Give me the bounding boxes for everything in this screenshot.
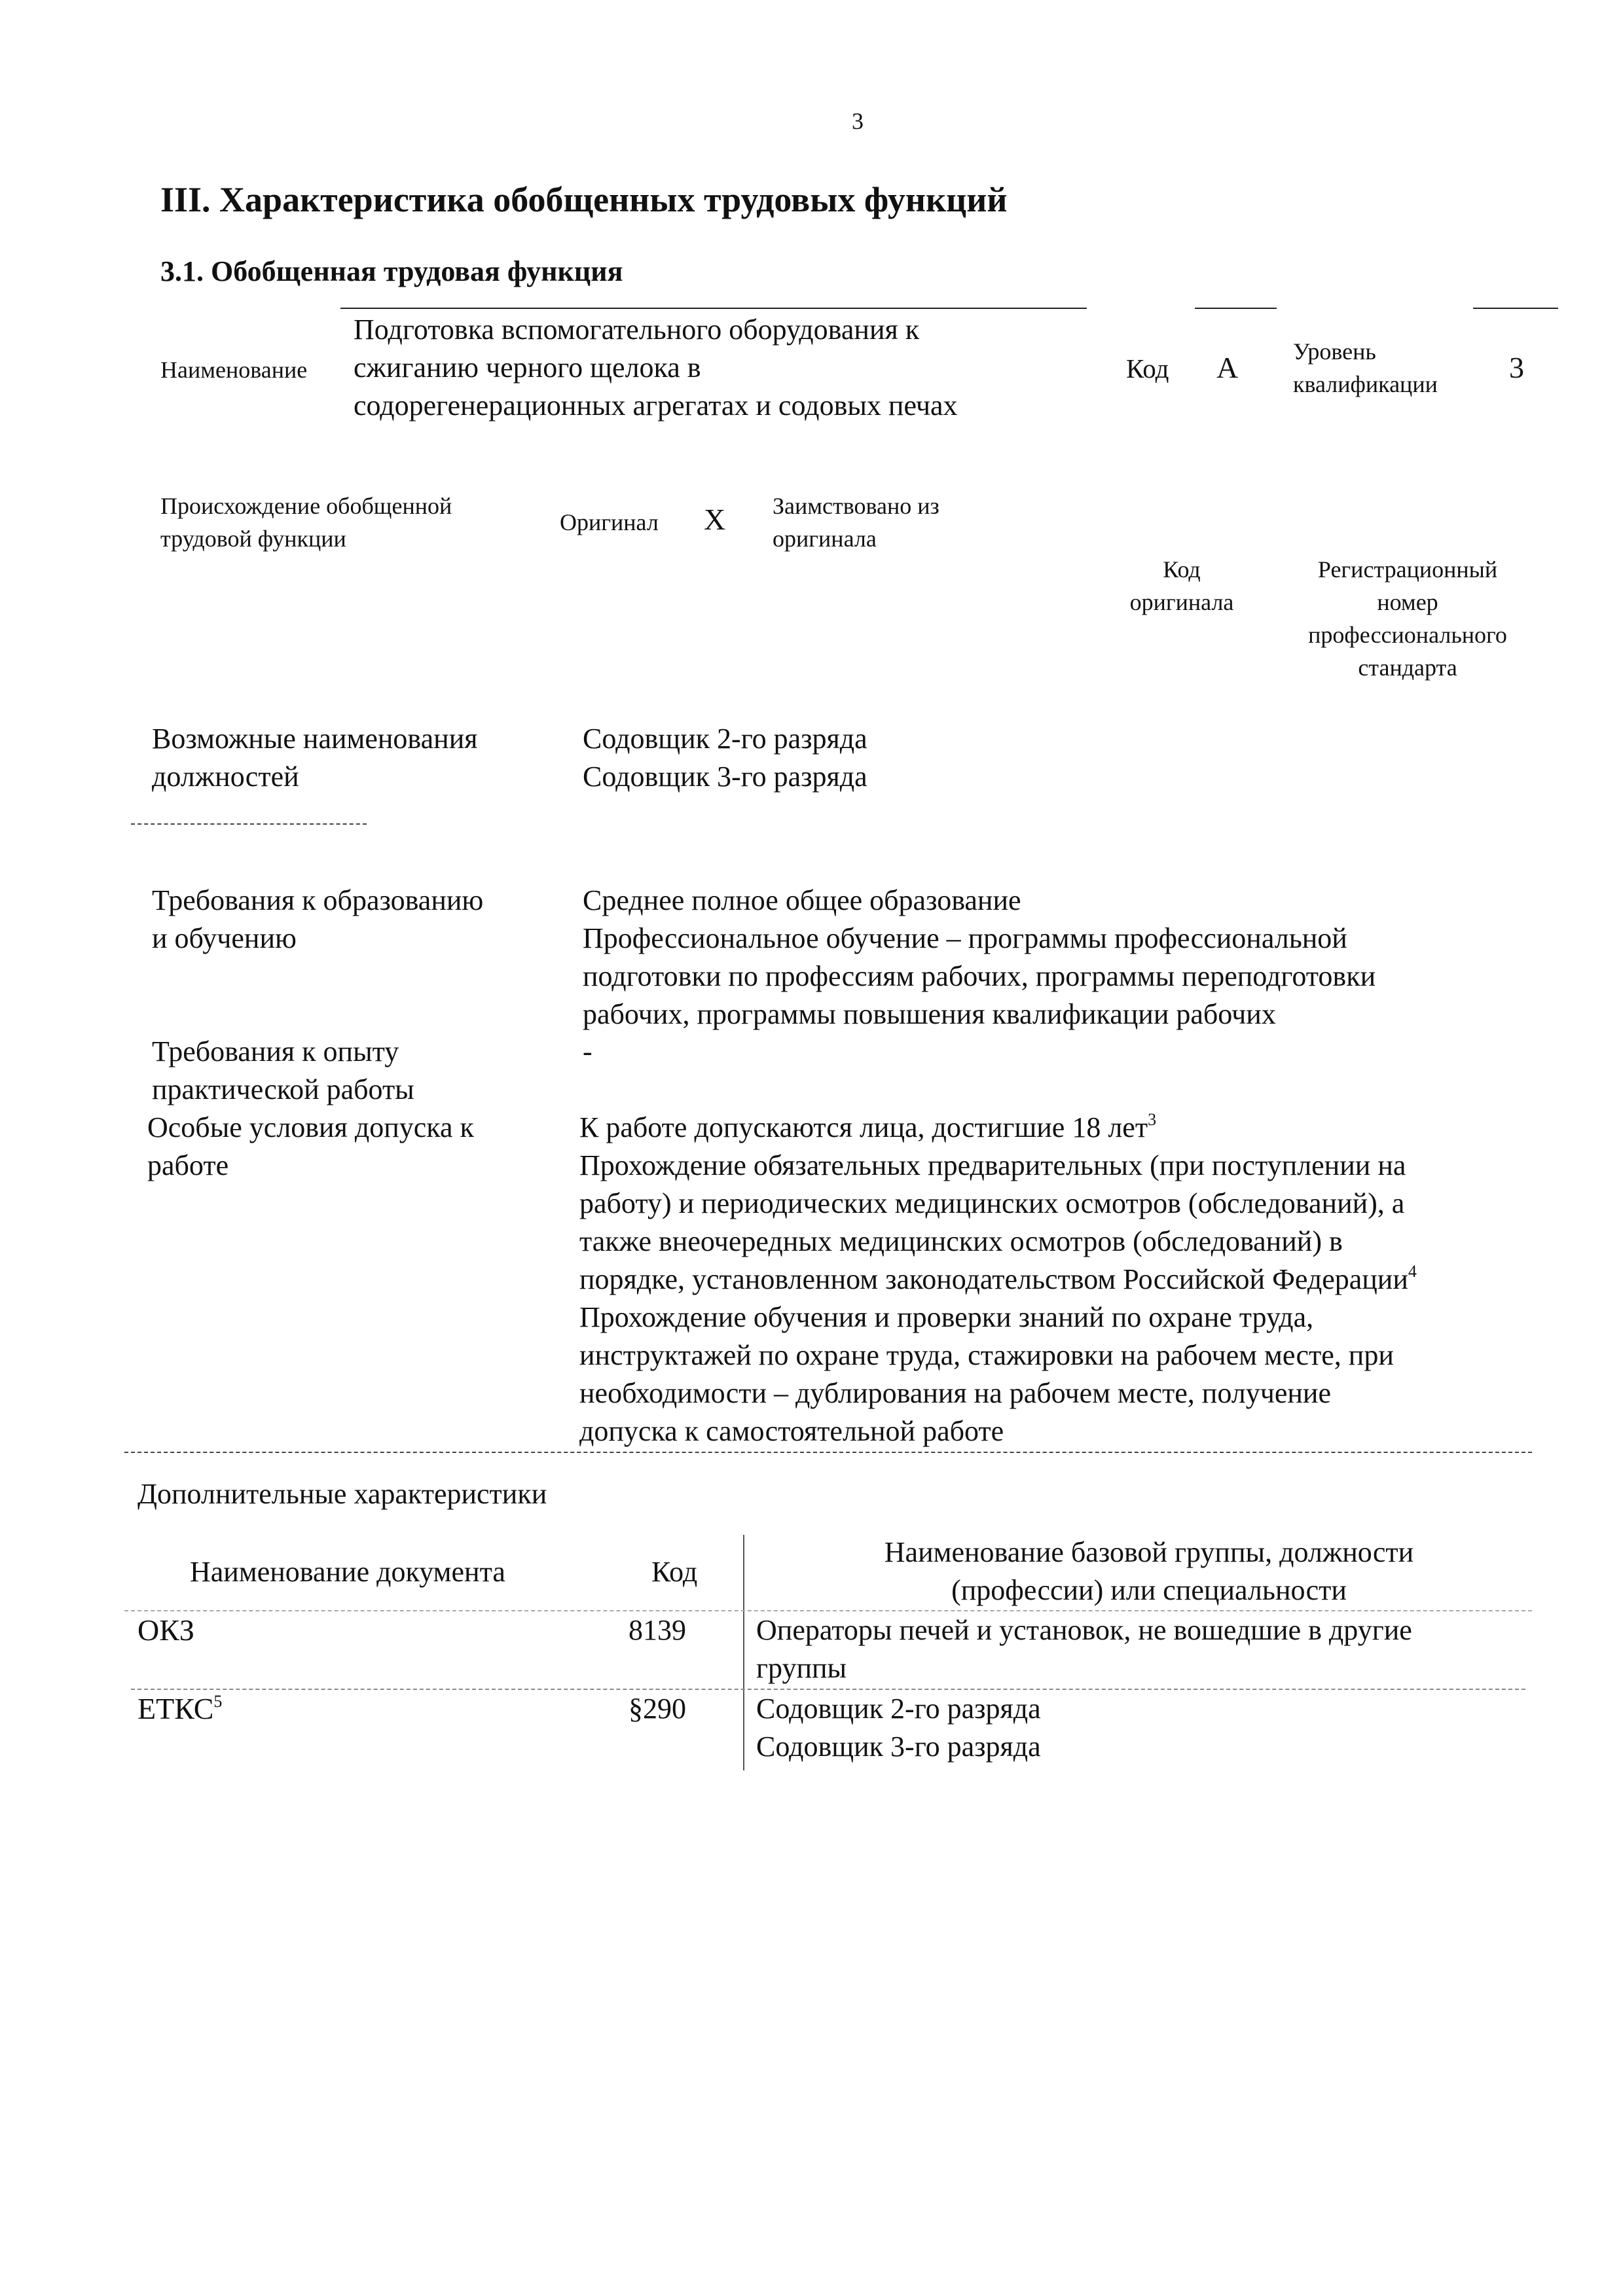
conditions-label: Особые условия допуска к работе <box>147 1111 474 1181</box>
table-row-okz-code: 8139 <box>629 1614 686 1646</box>
section-title: III. Характеристика обобщенных трудовых функций <box>160 180 1008 219</box>
level-box-top <box>1473 308 1558 309</box>
positions-label: Возможные наименования должностей <box>152 723 478 793</box>
function-name: Подготовка вспомогательного оборудования к сжиганию черного щелока в содорегенерационных агрегатах и содовых печах <box>354 314 958 422</box>
education-label: Требования к образованию и обучению <box>152 884 484 954</box>
additional-title: Дополнительные характеристики <box>137 1478 547 1510</box>
conditions-value: К работе допускаются лица, достигшие 18 лет$^3$ Прохождение обязательных предварительных (при поступлении на работу) и периодических медицинских осмотров (обследований), а также внеочередных медицинских осмотров (обследований) в порядке, установленном законодательством Российской Федерации$^4$ Прохождение обучения и проверки знаний по охране труда, инструктажей по охране труда, стажировки на рабочем месте, при необходимости – дублирования на рабочем месте, получение допуска к самостоятельной работе <box>579 1110 1417 1447</box>
table-column-divider <box>743 1535 744 1770</box>
table-row-okz-name: Операторы печей и установок, не вошедшие в другие группы <box>756 1614 1412 1684</box>
level-value: 3 <box>1509 351 1524 384</box>
education-value: Среднее полное общее образование Профессиональное обучение – программы профессиональной подготовки по профессиям рабочих, программы переподготовки рабочих, программы повышения квалификации рабочих <box>583 884 1376 1030</box>
footnote-5: 5 <box>213 1692 223 1711</box>
table-row-etks-name: Содовщик 2-го разряда Содовщик 3-го разряда <box>756 1693 1041 1763</box>
subsection-title: 3.1. Обобщенная трудовая функция <box>160 255 623 287</box>
original-mark: Х <box>704 503 726 536</box>
conditions-bottom-line <box>124 1452 1532 1453</box>
name-box-top <box>340 308 1087 309</box>
original-label: Оригинал <box>560 509 659 535</box>
table-row-okz-doc: ОКЗ <box>137 1613 194 1647</box>
table-header-code: Код <box>651 1556 698 1588</box>
original-code-label: Код оригинала <box>1129 556 1234 615</box>
experience-value: - <box>583 1035 593 1067</box>
footnote-4: 4 <box>1408 1262 1417 1281</box>
code-box-top <box>1195 308 1277 309</box>
code-label: Код <box>1126 353 1169 384</box>
table-header-name: Наименование базовой группы, должности (профессии) или специальности <box>884 1536 1414 1606</box>
borrowed-label: Заимствовано из оригинала <box>773 493 939 552</box>
positions-value: Содовщик 2-го разряда Содовщик 3-го разряда <box>583 723 867 793</box>
origin-label: Происхождение обобщенной трудовой функции <box>160 493 452 552</box>
experience-label: Требования к опыту практической работы <box>152 1035 414 1105</box>
positions-divider <box>131 823 367 825</box>
level-label: Уровень квалификации <box>1293 338 1438 397</box>
reg-number-label: Регистрационный номер профессионального стандарта <box>1308 556 1507 681</box>
footnote-3: 3 <box>1148 1110 1157 1129</box>
code-value: А <box>1216 351 1239 384</box>
table-row-etks-code: §290 <box>629 1693 686 1725</box>
table-header-doc: Наименование документа <box>190 1556 505 1588</box>
page-number: 3 <box>852 108 864 134</box>
name-label: Наименование <box>160 357 308 383</box>
table-row-etks-doc: ЕТКС$^5$ <box>137 1692 223 1725</box>
